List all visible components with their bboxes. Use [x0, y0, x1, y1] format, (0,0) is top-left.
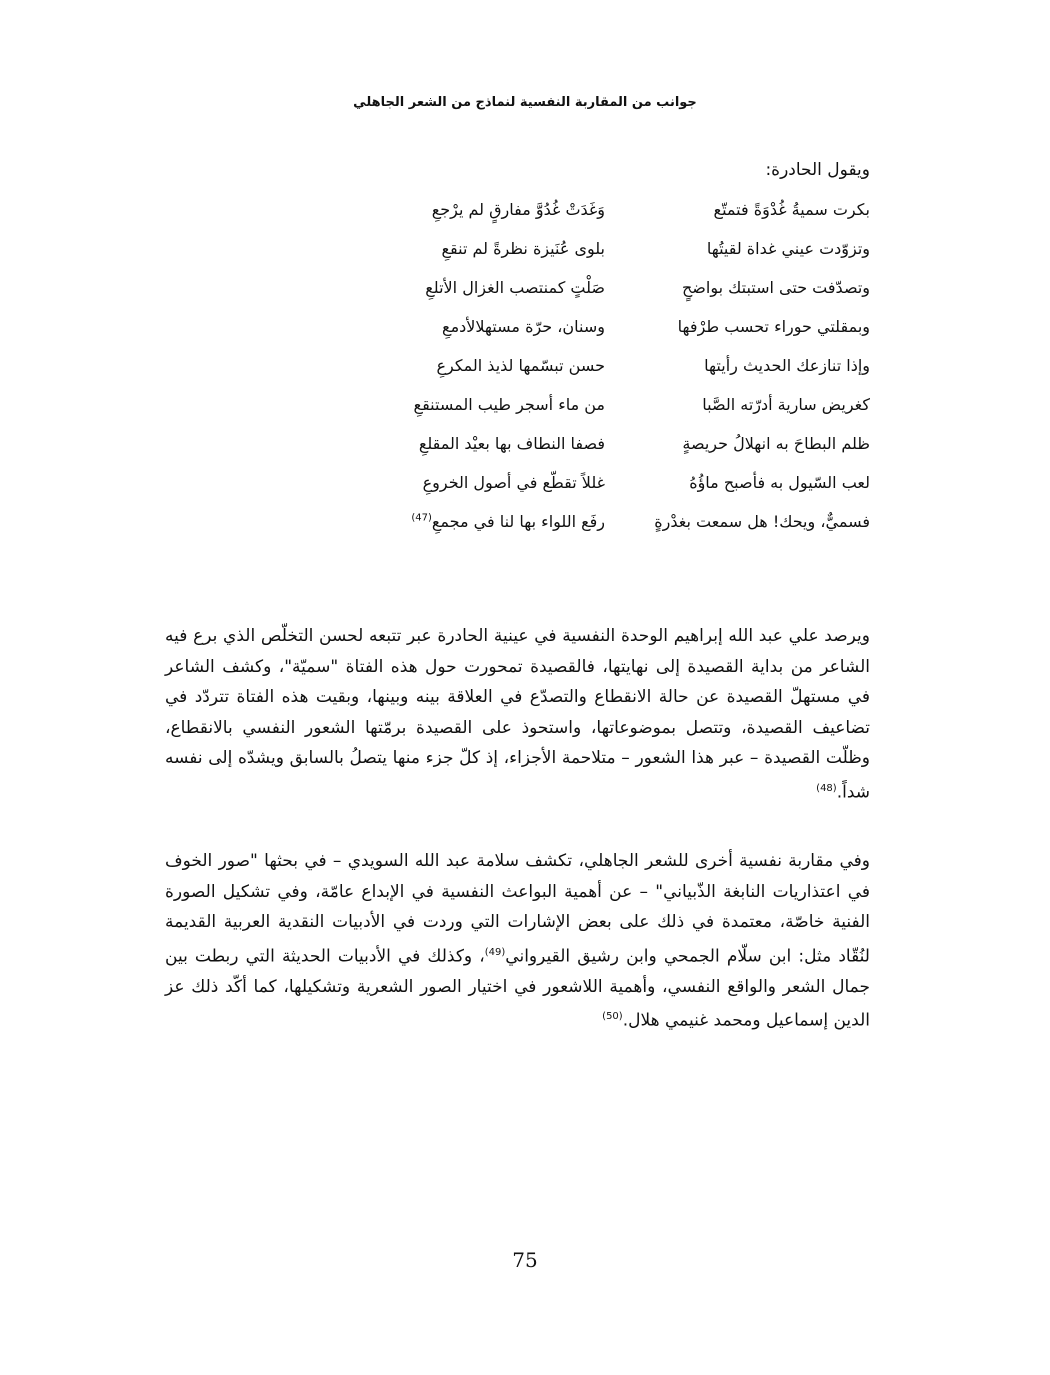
- poem-verse: [370, 512, 870, 551]
- verse-first-hemistich: بكرت سميةُ غُدْوَةً فتمتّع: [713, 200, 870, 219]
- footnote-ref-48[interactable]: (48): [816, 782, 837, 794]
- poem-verse: [370, 473, 870, 512]
- verse-first-hemistich: وتصدّفت حتى استبتك بواضحٍ: [681, 278, 870, 297]
- verse-text: رفَع اللواء بها لنا في مجمعِ: [431, 512, 605, 531]
- verse-first-hemistich: كغريض سارية أدرّته الصَّبا: [702, 395, 870, 414]
- footnote-ref-50[interactable]: (50): [602, 1011, 623, 1023]
- verse-second-hemistich: وَغَدَتْ غُدُوَّ مفارقٍ لم يرْجعِ: [431, 200, 605, 219]
- verse-second-hemistich: من ماء أسجر طيب المستنقعِ: [413, 395, 605, 414]
- page-number: 75: [512, 1248, 538, 1272]
- paragraph-2-text-b: ، وكذلك في الأدبيات الحديثة التي ربطت بين جمال الشعر والواقع النفسي، وأهمية اللاشعور في اختيار الصور الشعرية وتشكيلها، كما أكّد ذلك عز الدين إسماعيل ومحمد غنيمي هلال.: [165, 946, 870, 1031]
- verse-second-hemistich: فصفا النطاف بها بعيْد المقلعِ: [418, 434, 605, 453]
- verse-first-hemistich: وإذا تنازعك الحديث رأيتها: [704, 356, 870, 375]
- verse-second-hemistich: غللاً تقطّع في أصول الخروعِ: [422, 473, 605, 492]
- footnote-ref-47[interactable]: (47): [411, 512, 432, 524]
- poem-verse: [370, 317, 870, 356]
- paragraph-2: [165, 846, 870, 1036]
- verse-first-hemistich: وتزوّدت عيني غداة لقيتُها: [706, 239, 870, 258]
- poem: [370, 200, 870, 551]
- poem-verse: [370, 278, 870, 317]
- verse-second-hemistich: صَلْتٍ كمنتصب الغزال الأتلعِ: [425, 278, 605, 297]
- verse-second-hemistich: حسن تبسّمها لذيذ المكرعِ: [436, 356, 605, 375]
- poem-verse: [370, 239, 870, 278]
- verse-first-hemistich: وبمقلتي حوراء تحسب طرْفها: [677, 317, 870, 336]
- running-header: جوانب من المقاربة النفسية لنماذج من الشعر الجاهلي: [353, 95, 697, 110]
- poem-verse: [370, 395, 870, 434]
- paragraph-2-text-a: وفي مقاربة نفسية أخرى للشعر الجاهلي، تكشف سلامة عبد الله السويدي – في بحثها "صور الخوف في اعتذاريات النابغة الذّبياني" – عن أهمية البواعث النفسية في الإبداع عامّة، وفي تشكيل الصورة الفنية خاصّة، معتمدة في ذلك على بعض الإشارات التي وردت في الأدبيات النقدية العربية القديمة لنُقّاد مثل: ابن سلّام الجمحي وابن رشيق القيرواني: [165, 851, 870, 967]
- verse-second-hemistich: [370, 512, 605, 531]
- verse-first-hemistich: لعب السّيول به فأصبح ماؤُهُ: [689, 473, 870, 492]
- poem-verse: [370, 356, 870, 395]
- paragraph-1: [165, 621, 870, 808]
- poem-verse: [370, 434, 870, 473]
- verse-second-hemistich: وسنان، حرّة مستهلالأدمعِ: [442, 317, 605, 336]
- verse-second-hemistich: بلوى عُنَيزة نظرةً لم تنقعِ: [441, 239, 605, 258]
- poem-intro: ويقول الحادرة:: [765, 160, 870, 180]
- verse-first-hemistich: ظلم البطاحَ به انهلالُ حريصةٍ: [682, 434, 870, 453]
- footnote-ref-49[interactable]: (49): [484, 946, 506, 958]
- poem-verse: [370, 200, 870, 239]
- verse-first-hemistich: فسميٌّ، ويحك! هل سمعت بغدْرةٍ: [654, 512, 870, 531]
- paragraph-1-text: ويرصد علي عبد الله إبراهيم الوحدة النفسية في عينية الحادرة عبر تتبعه لحسن التخلّص الذي برع فيه الشاعر من بداية القصيدة إلى نهايتها، فالقصيدة تمحورت حول هذه الفتاة "سميّة"، وكشف الشاعر في مستهلّ القصيدة عن حالة الانقطاع والتصدّع في العلاقة بينه وبينها، وبقيت هذه الفتاة تتردّد في تضاعيف القصيدة، وتتصل بموضوعاتها، واستحوذ على القصيدة برمّتها الشعور النفسي بالانقطاع، وظلّت القصيدة – عبر هذا الشعور – متلاحمة الأجزاء، إذ كلّ جزء منها يتصلُ بالسابق ويشدّه إلى نفسه شداً.: [165, 626, 870, 803]
